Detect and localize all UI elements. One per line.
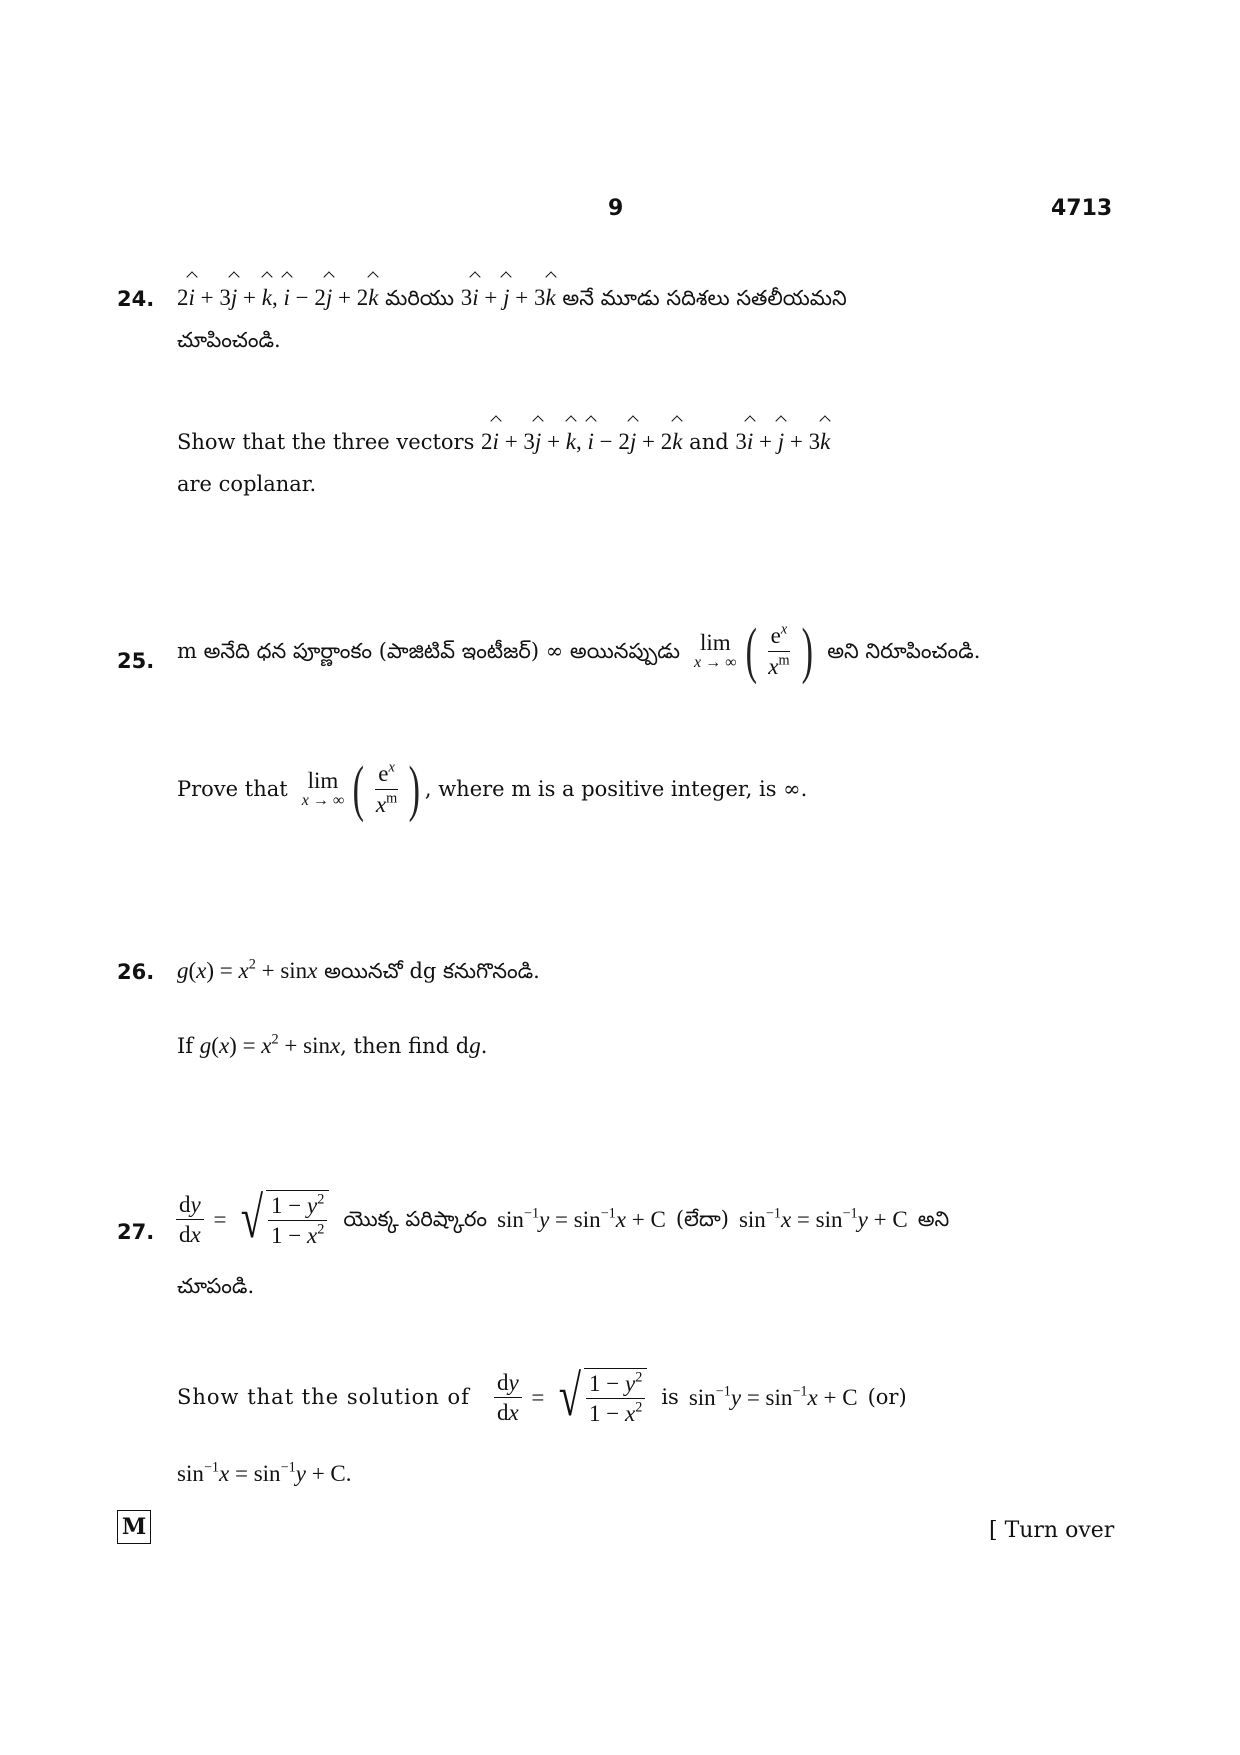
q24-en-and: and	[689, 430, 729, 454]
q27-en-lead: Show that the solution of	[177, 1384, 470, 1409]
q26-te-end: అయినచో dg కనుగొనండి.	[324, 959, 540, 983]
q24-english-line2: are coplanar.	[177, 472, 317, 496]
q25-telugu-line: m అనేది ధన పూర్ణాంకం (పాజిటివ్ ఇంటీజర్) ∞ అయినప్పుడు lim x → ∞ ( $\frac{e^x}{x^m}$ ) అని నిరూపించండి.	[177, 617, 981, 685]
q27-telugu-line2: చూపండి.	[177, 1274, 255, 1298]
q25-te-limit: lim x → ∞	[694, 629, 737, 672]
turn-over-label: [ Turn over	[989, 1518, 1115, 1543]
q24-telugu-line2: చూపించండి.	[177, 328, 281, 352]
question-number-24: 24.	[117, 287, 155, 311]
q26-telugu-line: $g(x) = x^2 + \sin x$ అయినచో dg కనుగొనండి.	[177, 956, 540, 983]
q27-en-is: is	[661, 1384, 679, 1409]
q27-english-line2: $\sin^{-1}x = \sin^{-1}y + C$.	[177, 1459, 352, 1486]
q24-english-line1: Show that the three vectors 2i + 3j + k, i − 2j + 2k and 3i + j + 3k	[177, 429, 831, 454]
page-number: 9	[608, 196, 624, 221]
question-number-27: 27.	[117, 1220, 155, 1244]
q25-en-lead: Prove that	[177, 776, 288, 801]
q25-te-lead: m అనేది ధన పూర్ణాంకం (పాజిటివ్ ఇంటీజర్) ∞ అయినప్పుడు	[177, 638, 681, 663]
q24-en-lead: Show that the three vectors	[177, 430, 475, 454]
q25-te-end: అని నిరూపించండి.	[827, 638, 981, 663]
q25-en-limit: lim x → ∞	[301, 767, 345, 810]
q27-te-or: (లేదా)	[675, 1206, 729, 1231]
q27-te-mid: యొక్క పరిష్కారం	[343, 1206, 488, 1231]
question-number-26: 26.	[117, 960, 155, 984]
q24-telugu-line1: 2i + 3j + k, i − 2j + 2k మరియు 3i + j + 3k అనే మూడు సదిశలు సతలీయమని	[177, 285, 847, 310]
q26-english-line: If $g(x) = x^2 + \sin x$, then find dg.	[177, 1031, 488, 1058]
q24-te-and: మరియు	[385, 286, 455, 310]
question-number-25: 25.	[117, 649, 155, 673]
q27-en-or: (or)	[867, 1384, 907, 1409]
q24-te-rest: అనే మూడు సదిశలు సతలీయమని	[562, 286, 847, 310]
medium-badge: M	[117, 1510, 151, 1544]
paper-code: 4713	[1051, 196, 1113, 221]
q25-en-end: , where m is a positive integer, is ∞.	[424, 776, 808, 801]
q26-en-then: , then find d	[340, 1034, 470, 1058]
q25-english-line: Prove that lim x → ∞ ( $\frac{e^x}{x^m}$ ) , where m is a positive integer, is ∞.	[177, 755, 808, 823]
q27-english-line1: Show that the solution of $\frac{dy}{dx}$ = √ $\frac{1 - y^2}{1 - x^2}$ is $\sin^{-1}y = \sin^{-1}x + C$ (or)	[177, 1363, 907, 1428]
q27-telugu-line1: $\frac{dy}{dx}$ = √ $\frac{1 - y^2}{1 - x^2}$ యొక్క పరిష్కారం $\sin^{-1}y = \sin^{-1}x + C$ (లేదా) $\sin^{-1}x = \sin^{-1}y + C$ అని	[172, 1190, 949, 1249]
q27-te-end: అని	[917, 1206, 950, 1231]
q26-en-if: If	[177, 1034, 194, 1058]
